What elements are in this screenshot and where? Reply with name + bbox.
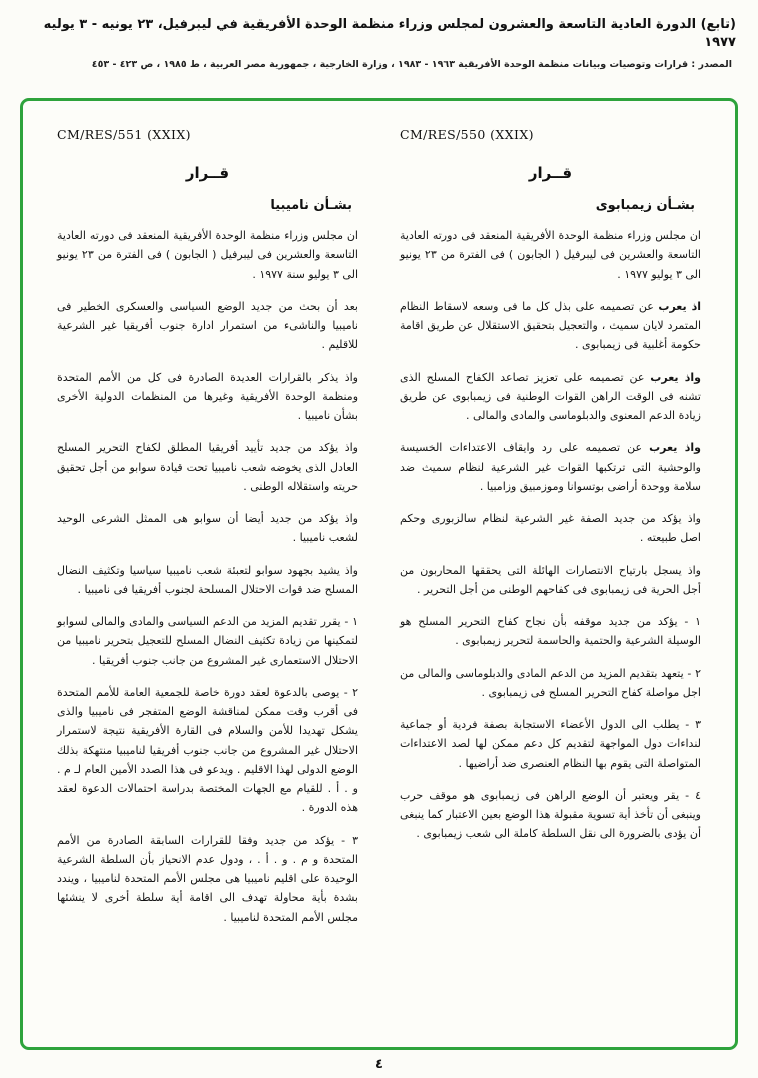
resolution-title: قــرار [528, 164, 573, 183]
resolution-paragraph [57, 509, 358, 548]
resolution-clause [400, 786, 701, 844]
paragraph-text: عن تصميمه على رد وايقاف الاعتداءات الخسيسة والوحشية التى ترتكبها القوات غير الشرعية لنظام سميث ضد سلامة ووحدة أراضى بوتسوانا وموزمبيق وزامبيا . [400, 441, 701, 493]
resolution-paragraph [400, 226, 701, 284]
resolution-clause [57, 612, 358, 670]
paragraph-text: واذ يؤكد من جديد تأييد أفريقيا المطلق لكفاح التحرير المسلح العادل الذى يخوضه شعب ناميبيا تحت قيادة سوابو من أجل تحقيق حريته واستقلاله الوطنى . [57, 441, 358, 493]
source-line: المصدر : قرارات وتوصيات وبيانات منظمة الوحدة الأفريقية ١٩٦٣ - ١٩٨٣ ، وزارة الخارجية ، جمهورية مصر العربية ، ط ١٩٨٥ ، ص ٤٢٣ - ٤٥٣ [91, 59, 732, 71]
resolution-clause [57, 831, 358, 927]
paragraph-text: ٤ - يقر ويعتبر أن الوضع الراهن فى زيمبابوى هو موقف حرب وينبغى أن تأخذ أية تسوية مقبولة هذا الوضع بعين الاعتبار كما ينبغى أن يؤدى بالضرورة الى نقل السلطة كاملة الى شعب زيمبابوى . [400, 788, 701, 841]
resolution-clause [400, 715, 701, 773]
paragraph-text: واذ يؤكد من جديد أيضا أن سوابو هى الممثل الشرعى الوحيد لشعب ناميبيا . [57, 512, 358, 545]
paragraph-text: واذ يذكر بالقرارات العديدة الصادرة فى كل من الأمم المتحدة ومنظمة الوحدة الأفريقية وغيرها من المنظمات الدولية الأخرى بشأن ناميبيا . [57, 370, 358, 423]
resolution-paragraph [400, 509, 701, 548]
resolution-paragraph [57, 561, 358, 600]
green-border-frame [20, 98, 738, 1050]
two-column-layout [57, 127, 701, 1021]
paragraph-text: ١ - يقرر تقديم المزيد من الدعم السياسى والمادى والمالى لسوابو لتمكينها من زيادة تكثيف النضال المسلح للتعجيل بتحرير ناميبيا من الاحتلال الاستعمارى غير المشروع من جانب جنوب أفريقيا . [57, 615, 358, 667]
resolution-clause [400, 612, 701, 651]
paragraph-text: ٣ - يطلب الى الدول الأعضاء الاستجابة بصفة فردية أو جماعية لنداءات دول المواجهة لتقديم كل دعم ممكن لها لصد الاعتداءات المتواصلة التى يقوم بها النظام العنصرى ضد أراضيها . [400, 718, 701, 770]
resolution-551-column [57, 127, 358, 1021]
resolution-550-column [400, 127, 701, 1021]
document-header-line: (تابع) الدورة العادية التاسعة والعشرون لمجلس وزراء منظمة الوحدة الأفريقية في ليبرفيل، ٢٣ يونيه - ٣ يوليه ١٩٧٧ [43, 17, 736, 50]
paragraph-text: ٣ - يؤكد من جديد وفقا للقرارات السابقة الصادرة من الأمم المتحدة و م . و . أ . ، ودول عدم الانحياز بأن السلطة الشرعية الوحيدة على اقليم ناميبيا هى مجلس الأمم المتحدة لناميبيا ، ويندد بشدة بأية محاولة تهدف الى اقامة أية سلطة أخرى لا ينشئها مجلس الأمم المتحدة لناميبيا . [57, 833, 358, 924]
resolution-paragraph [57, 297, 358, 355]
resolution-paragraph [57, 368, 358, 426]
resolution-paragraph [400, 561, 701, 600]
resolution-title: قــرار [185, 164, 230, 183]
resolution-paragraph [400, 438, 701, 496]
resolution-ref: CM/RES/550 (XXIX) [400, 127, 534, 143]
paragraph-text: بعد أن بحث من جديد الوضع السياسى والعسكرى الخطير فى ناميبيا والناشىء من استمرار ادارة جنوب أفريقيا غير الشرعية للاقليم . [57, 299, 358, 352]
resolution-clause [400, 664, 701, 703]
paragraph-text: واذ يؤكد من جديد الصفة غير الشرعية لنظام سالزبورى وحكم اصل طبيعته . [400, 512, 701, 545]
paragraph-text: واذ يشيد بجهود سوابو لتعبئة شعب ناميبيا سياسيا وتكثيف النضال المسلح ضد قوات الاحتلال المسلحة لجنوب أفريقيا فى ناميبيا . [57, 563, 358, 596]
resolution-paragraph [57, 226, 358, 284]
paragraph-text: ان مجلس وزراء منظمة الوحدة الأفريقية المنعقد فى دورته العادية التاسعة والعشرين فى ليبرفيل ( الجابون ) فى الفترة من ٢٣ يونيو الى ٣ يوليو ١٩٧٧ . [400, 229, 701, 281]
paragraph-text: واذ يسجل بارتياح الانتصارات الهائلة التى يحققها المحاربون من أجل الحرية فى زيمبابوى فى كفاحهم الوطنى من أجل التحرير . [400, 563, 701, 596]
resolution-ref: CM/RES/551 (XXIX) [57, 127, 191, 143]
page-number: ٤ [375, 1057, 383, 1073]
resolution-paragraph [400, 297, 701, 355]
paragraph-lead: اذ يعرب [658, 299, 701, 313]
resolution-clause [57, 683, 358, 818]
resolution-paragraph [400, 368, 701, 426]
paragraph-lead: واذ يعرب [649, 441, 701, 455]
paragraph-text: عن تصميمه على بذل كل ما فى وسعه لاسقاط النظام المتمرد لايان سميث ، والتعجيل بتحقيق الاستقلال عن طريق اقامة حكومة أغلبية فى زيمبابوى . [400, 299, 701, 352]
paragraph-text: ان مجلس وزراء منظمة الوحدة الأفريقية المنعقد فى دورته العادية التاسعة والعشرين فى ليبرفيل ( الجابون ) فى الفترة من ٢٣ يونيو الى ٣ يوليو سنة ١٩٧٧ . [57, 229, 358, 281]
resolution-paragraph [57, 438, 358, 496]
paragraph-lead: واذ يعرب [650, 370, 701, 384]
paragraph-text: عن تصميمه على تعزيز تصاعد الكفاح المسلح الذى تشنه فى الوقت الراهن القوات الوطنية فى زيمبابوى عن طريق زيادة الدعم المعنوى والدبلوماسى والمادى والمالى . [400, 370, 701, 423]
resolution-subject: بشـأن ناميبيا [270, 198, 352, 214]
paragraph-text: ١ - يؤكد من جديد موقفه بأن نجاح كفاح التحرير المسلح هو الوسيلة الشرعية والحتمية والحاسمة لتحرير زيمبابوى . [400, 615, 701, 648]
paragraph-text: ٢ - يتعهد بتقديم المزيد من الدعم المادى والدبلوماسى والمالى من اجل مواصلة كفاح التحرير المسلح فى زيمبابوى . [400, 666, 701, 699]
paragraph-text: ٢ - يوصى بالدعوة لعقد دورة خاصة للجمعية العامة للأمم المتحدة فى أقرب وقت ممكن لمناقشة الوضع المتفجر فى ناميبيا والذى يشكل تهديدا للأمن والسلام فى القارة الأفريقية نتيجة لاستمرار الاحتلال غير المشروع من جانب جنوب أفريقيا لناميبيا منتهكة بذلك الوضع الدولى لهذا الاقليم . ويدعو فى هذا الصدد الأمين العام لـ م . و . أ . للقيام مع الجهات المختصة بدراسة احتمالات الدعوة لعقد هذه الدورة . [57, 685, 358, 815]
resolution-subject: بشـأن زيمبابوى [595, 198, 695, 214]
